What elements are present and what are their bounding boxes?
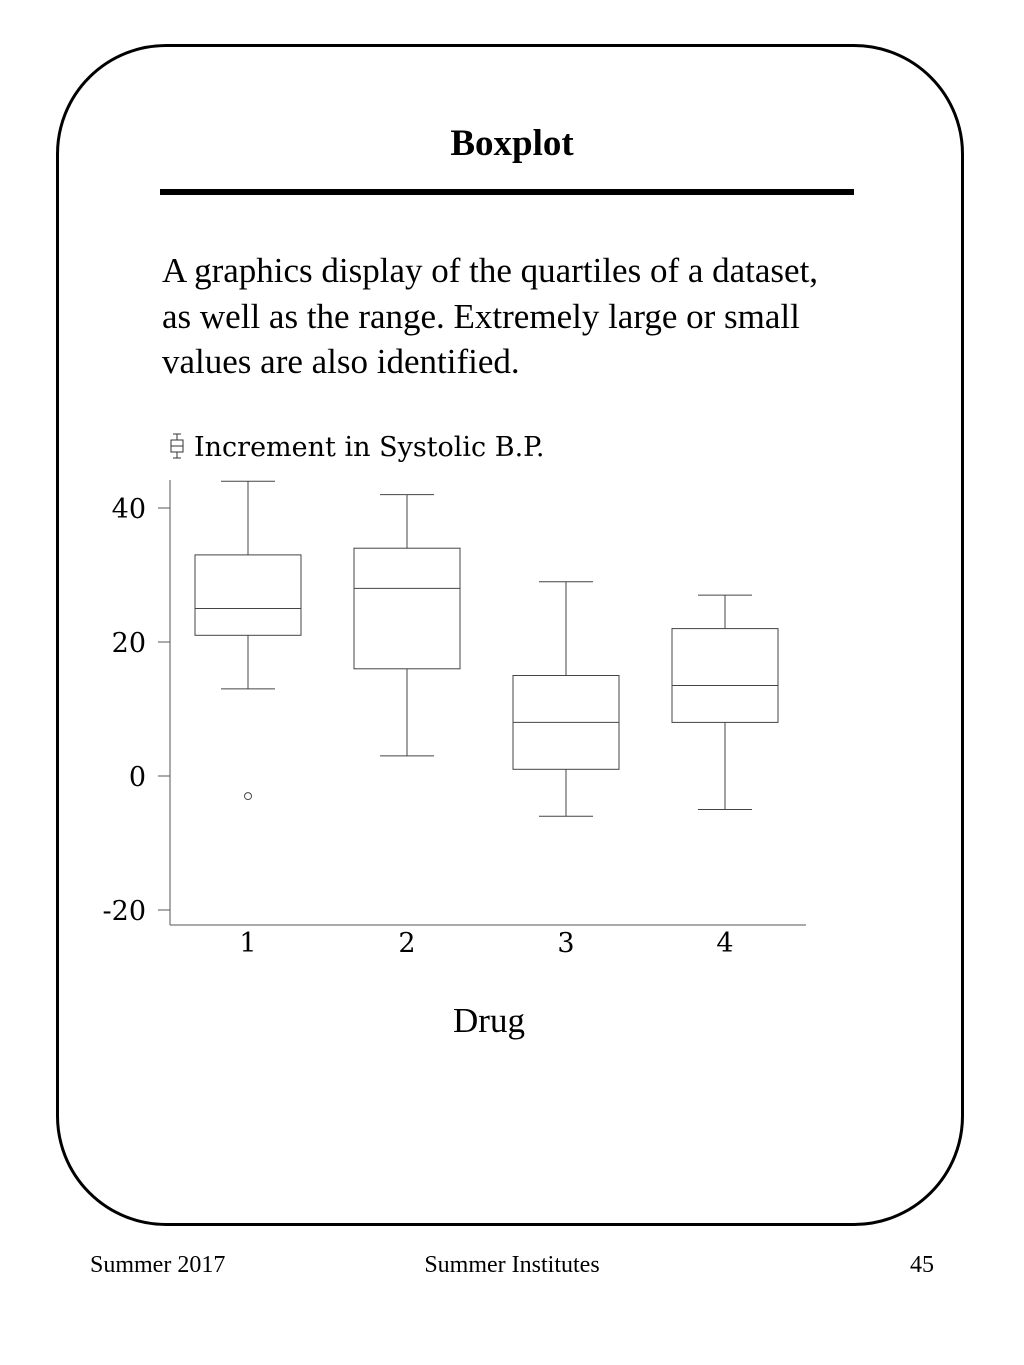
y-tick-label: 0 xyxy=(128,762,146,793)
x-tick-label: 1 xyxy=(239,928,257,959)
box-drug-4 xyxy=(672,595,778,809)
chart-title: Increment in Systolic B.P. xyxy=(194,432,545,463)
x-tick-label: 4 xyxy=(716,928,734,959)
box-drug-3 xyxy=(513,582,619,817)
description-line: values are also identified. xyxy=(162,342,520,381)
outlier-point xyxy=(245,793,252,800)
boxplot-legend-icon xyxy=(171,434,183,458)
description-line: A graphics display of the quartiles of a dataset, xyxy=(162,251,819,290)
x-axis-label: Drug xyxy=(453,1001,525,1040)
y-tick-label: -20 xyxy=(102,896,146,927)
y-tick-label: 40 xyxy=(111,494,146,525)
footer-institution: Summer Institutes xyxy=(424,1252,600,1278)
y-ticks xyxy=(103,494,170,927)
interquartile-box xyxy=(672,629,778,723)
footer-page-number: 45 xyxy=(910,1252,934,1278)
x-tick-label: 3 xyxy=(557,928,575,959)
chart-axes xyxy=(170,480,806,925)
description-line: as well as the range. Extremely large or small xyxy=(162,296,800,336)
boxes xyxy=(195,481,778,816)
footer-date: Summer 2017 xyxy=(90,1252,226,1278)
interquartile-box xyxy=(354,548,460,669)
box-drug-1 xyxy=(195,481,301,799)
x-tick-label: 2 xyxy=(398,928,416,959)
y-tick-label: 20 xyxy=(111,628,146,659)
slide-title: Boxplot xyxy=(450,123,574,164)
box-drug-2 xyxy=(354,495,460,756)
x-ticks xyxy=(239,928,733,959)
interquartile-box xyxy=(195,555,301,635)
